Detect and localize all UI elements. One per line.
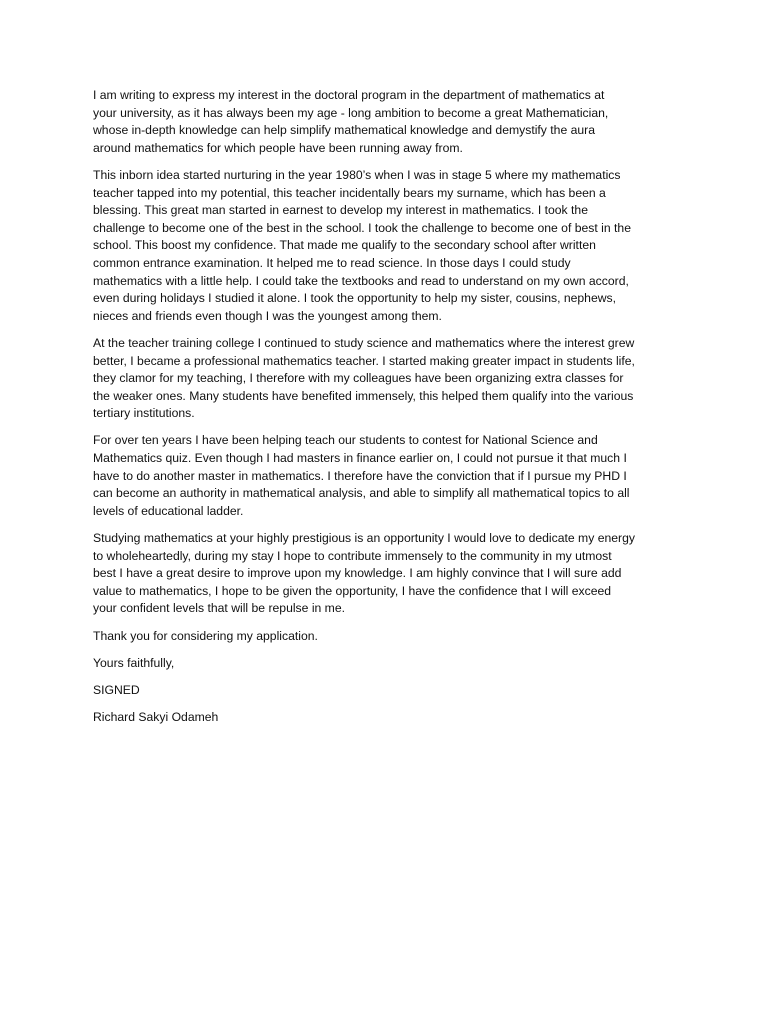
paragraph-early-years: This inborn idea started nurturing in the year 1980’s when I was in stage 5 where my mathematics teacher tapped into my potential, this teacher incidentally bears my surname, which has been a blessing. This great man started in earnest to develop my interest in mathematics. I took the challenge to become one of the best in the school. I took the challenge to become one of best in the school. This boost my confidence. That made me qualify to the secondary school after written common entrance examination. It helped me to read science. In those days I could study mathematics with a little help. I could take the textbooks and read to understand on my own accord, even during holidays I studied it alone. I took the opportunity to help my sister, cousins, nephews, nieces and friends even though I was the youngest among them. xyxy=(93,167,631,323)
paragraph-interest: I am writing to express my interest in the doctoral program in the department of mathematics at your university, as it has always been my age - long ambition to become a great Mathematician, whose in-depth knowledge can help simplify mathematical knowledge and demystify the aura around mathematics for which people have been running away from. xyxy=(93,88,609,155)
thanks-line: Thank you for considering my application. xyxy=(93,628,318,643)
signature-placeholder: SIGNED xyxy=(93,682,140,697)
paragraph-aspiration: Studying mathematics at your highly prestigious is an opportunity I would love to dedicate my energy to wholeheartedly, during my stay I hope to contribute immensely to the community in my utmost best I have a great desire to improve upon my knowledge. I am highly convince that I will sure add value to mathematics, I hope to be given the opportunity, I have the confidence that I will exceed your confident levels that will be repulse in me. xyxy=(93,531,635,616)
paragraph-teacher-training: At the teacher training college I continued to study science and mathematics where the interest grew better, I became a professional mathematics teacher. I started making greater impact in students life, they clamor for my teaching, I therefore with my colleagues have been organizing extra classes for the weaker ones. Many students have benefited immensely, this helped them qualify into the various tertiary institutions. xyxy=(93,335,635,421)
sign-off: Yours faithfully, xyxy=(93,655,175,670)
letter-body xyxy=(93,87,683,736)
paragraph-experience: For over ten years I have been helping teach our students to contest for National Science and Mathematics quiz. Even though I had masters in finance earlier on, I could not pursue it that much I have to do another master in mathematics. I therefore have the conviction that if I pursue my PHD I can become an authority in mathematical analysis, and able to simplify all mathematical topics to all levels of educational ladder. xyxy=(93,433,630,518)
author-name: Richard Sakyi Odameh xyxy=(93,710,219,725)
